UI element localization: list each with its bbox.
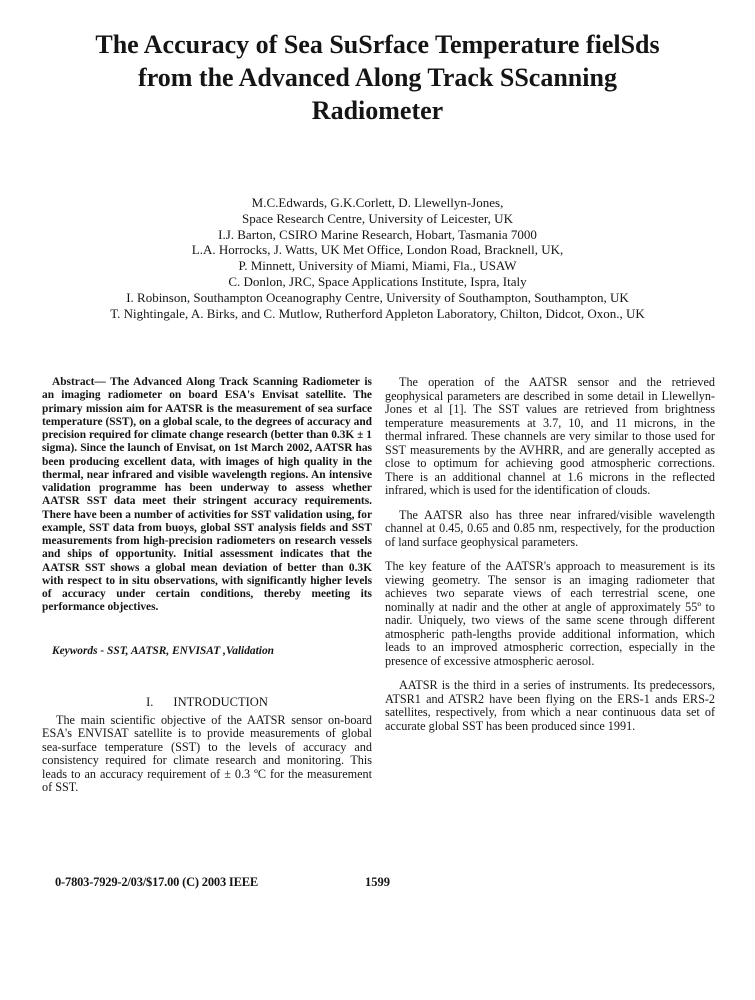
section-title: INTRODUCTION	[173, 694, 268, 709]
two-column-body	[42, 376, 715, 795]
author-line: L.A. Horrocks, J. Watts, UK Met Office, London Road, Bracknell, UK,	[191, 242, 564, 258]
body-paragraph: AATSR is the third in a series of instruments. Its predecessors, ATSR1 and ATSR2 have been flying on the ERS-1 ands ERS-2 satellites, respectively, from which a near continuous data set of accurate global SST has been produced since 1991.	[385, 678, 715, 733]
page-number: 1599	[365, 875, 390, 889]
paper-title-line: The Accuracy of Sea SuSrface Temperature fielSds	[95, 30, 660, 59]
section-number: I.	[146, 694, 154, 709]
paper-title-line: from the Advanced Along Track SScanning	[138, 63, 617, 92]
authors-block	[0, 195, 755, 321]
author-line: M.C.Edwards, G.K.Corlett, D. Llewellyn-Jones,	[251, 195, 504, 210]
abstract-paragraph: Abstract— The Advanced Along Track Scanning Radiometer is an imaging radiometer on board ESA's Envisat satellite. The primary mission aim for AATSR is the measurement of sea surface temperature (SST), on a global scale, to the degrees of accuracy and precision required for climate change research (better than 0.3K ± 1 sigma). Since the launch of Envisat, on 1st March 2002, AATSR has been producing excellent data, with images of high quality in the thermal, near infrared and visible wavelength regions. An intensive validation programme has been underway to assess whether AATSR SST data meet their stringent accuracy requirements. There have been a number of activities for SST validation using, for example, SST data from buoys, global SST analysis fields and SST measurements from high-precision radiometers on research vessels and ships of opportunity. Initial assessment indicates that the AATSR SST shows a global mean deviation of better than 0.3K with respect to in situ observations, with significantly higher levels of accuracy under certain conditions, thereby meeting its performance objectives.	[42, 376, 372, 614]
body-paragraph: The key feature of the AATSR's approach to measurement is its viewing geometry. The sensor is an imaging radiometer that achieves two separate views of each terrestrial scene, one nominally at nadir and the other at angle of approximately 55º to nadir. Uniquely, two views of the same scene through different atmospheric path-lengths provide additional information, which leads to an improved atmospheric correction, especially in the presence of excessive atmospheric aerosol.	[385, 559, 715, 668]
right-column	[385, 376, 715, 795]
author-line: I. Robinson, Southampton Oceanography Centre, University of Southampton, Southampton, UK	[126, 289, 629, 305]
left-column	[42, 376, 372, 795]
author-affiliation-line: Space Research Centre, University of Leicester, UK	[242, 210, 513, 226]
author-line: I.J. Barton, CSIRO Marine Research, Hobart, Tasmania 7000	[218, 226, 537, 242]
body-paragraph: The AATSR also has three near infrared/visible wavelength channel at 0.45, 0.65 and 0.85 nm, respectively, for the production of land surface geophysical parameters.	[385, 507, 715, 549]
author-line: C. Donlon, JRC, Space Applications Institute, Ispra, Italy	[228, 273, 527, 289]
keywords-line: Keywords - SST, AATSR, ENVISAT ,Validation	[52, 644, 274, 657]
copyright-notice: 0-7803-7929-2/03/$17.00 (C) 2003 IEEE	[55, 875, 259, 889]
body-paragraph: The operation of the AATSR sensor and the retrieved geophysical parameters are described in some detail in Llewellyn-Jones et al [1]. The SST values are retrieved from brightness temperature measurements at 3.7, 10, and 11 microns, in the thermal infrared. These channels are very similar to those used for SST measurements by the AVHRR, and are generally accepted as close to optimum for achieving good atmospheric corrections. There is an additional channel at 1.6 microns in the reflected infrared, which is used for the identification of clouds.	[385, 375, 715, 497]
paper-title	[30, 28, 725, 127]
author-line: T. Nightingale, A. Birks, and C. Mutlow, Rutherford Appleton Laboratory, Chilton, Didcot, Oxon., UK	[110, 305, 645, 321]
author-line: P. Minnett, University of Miami, Miami, Fla., USAW	[238, 258, 517, 274]
section-heading-introduction	[42, 695, 372, 710]
paper-title-line: Radiometer	[311, 96, 444, 125]
page-footer	[0, 875, 755, 895]
introduction-paragraph: The main scientific objective of the AATSR sensor on-board ESA's ENVISAT satellite is to provide measurements of global sea-surface temperature (SST) to the levels of accuracy and consistency required for climate research and monitoring. This leads to an accuracy requirement of ± 0.3 ºC for the measurement of SST.	[42, 712, 372, 794]
